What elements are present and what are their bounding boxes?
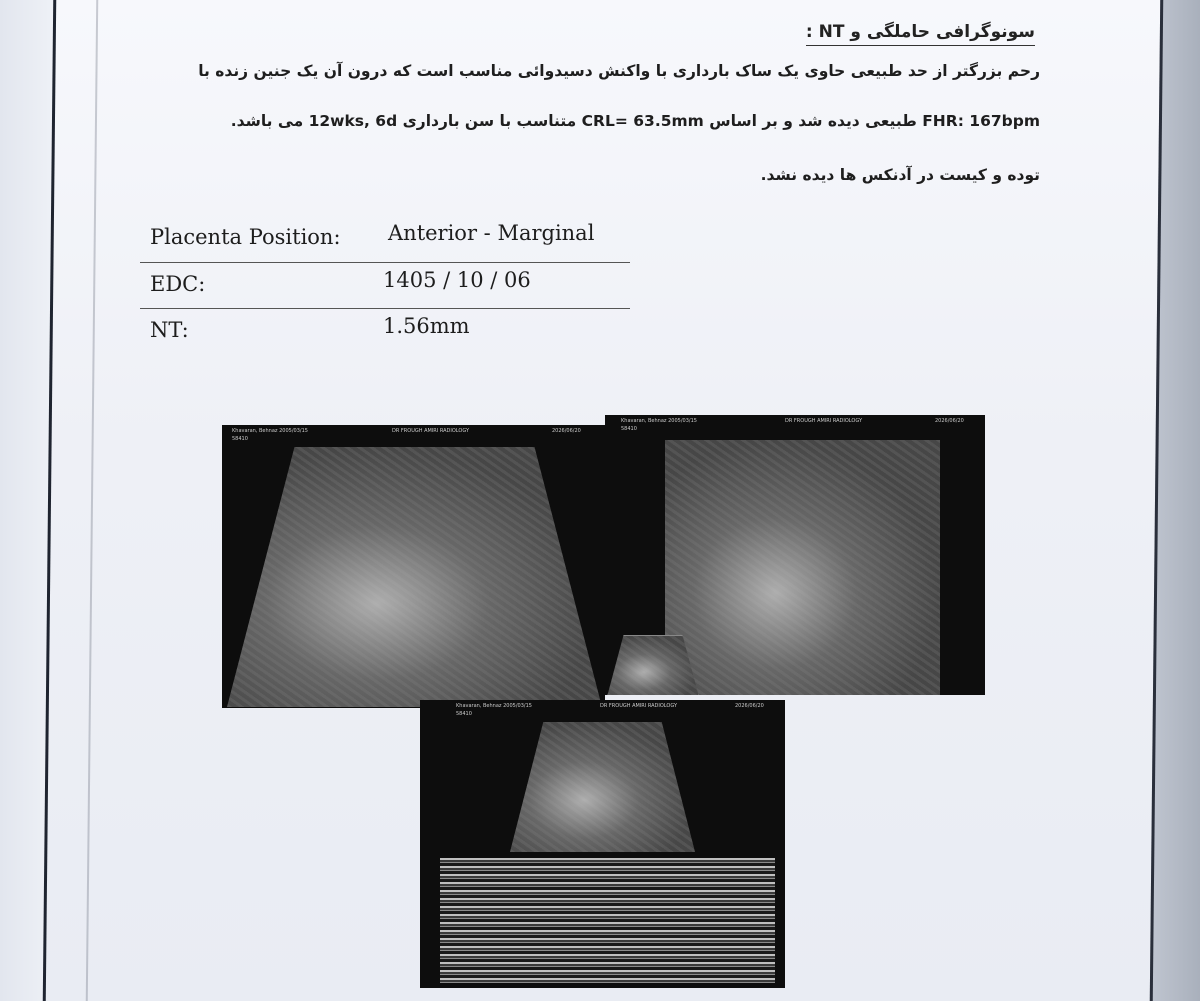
table-divider-1 — [140, 262, 630, 263]
us1-patient: Khavaran, Behnaz 2005/03/15 — [232, 428, 308, 434]
edc-label: EDC: — [150, 272, 206, 296]
us3-clinic: DR FROUGH AMIRI RADIOLOGY — [600, 703, 678, 709]
report-line-1: رحم بزرگتر از حد طبیعی حاوی یک ساک بارداری با واکنش دسیدوائی مناسب است که درون آن یک جنین زنده با — [198, 62, 1040, 80]
report-line-3: توده و کیست در آدنکس ها دیده نشد. — [760, 166, 1040, 184]
edc-value: 1405 / 10 / 06 — [383, 268, 531, 292]
us1-id: 58410 — [232, 436, 248, 442]
report-line-2: FHR: 167bpm طبیعی دیده شد و بر اساس CRL= 63.5mm متناسب با سن بارداری 12wks, 6d می باشد. — [230, 112, 1040, 130]
us2-scan — [665, 440, 940, 695]
ultrasound-image-3 — [420, 700, 785, 988]
table-divider-2 — [140, 308, 630, 309]
placenta-value: Anterior - Marginal — [388, 221, 595, 245]
us1-date: 2026/06/20 — [552, 428, 581, 434]
us3-scan — [510, 722, 695, 852]
us3-mmode-strip — [440, 858, 775, 983]
us3-patient: Khavaran, Behnaz 2005/03/15 — [456, 703, 532, 709]
us1-scan — [227, 447, 602, 707]
report-title: سونوگرافی حاملگی و NT : — [806, 22, 1035, 46]
placenta-label: Placenta Position: — [150, 225, 341, 249]
ultrasound-image-1 — [222, 425, 605, 708]
us3-date: 2026/06/20 — [735, 703, 764, 709]
nt-value: 1.56mm — [383, 314, 470, 338]
us3-id: 58410 — [456, 711, 472, 717]
us2-clinic: DR FROUGH AMIRI RADIOLOGY — [785, 418, 863, 424]
ultrasound-image-2 — [605, 415, 985, 695]
us1-clinic: DR FROUGH AMIRI RADIOLOGY — [392, 428, 470, 434]
us2-patient: Khavaran, Behnaz 2005/03/15 — [621, 418, 697, 424]
paper-fold — [86, 0, 98, 1001]
us2-id: 58410 — [621, 426, 637, 432]
nt-label: NT: — [150, 318, 189, 342]
us2-date: 2026/06/20 — [935, 418, 964, 424]
